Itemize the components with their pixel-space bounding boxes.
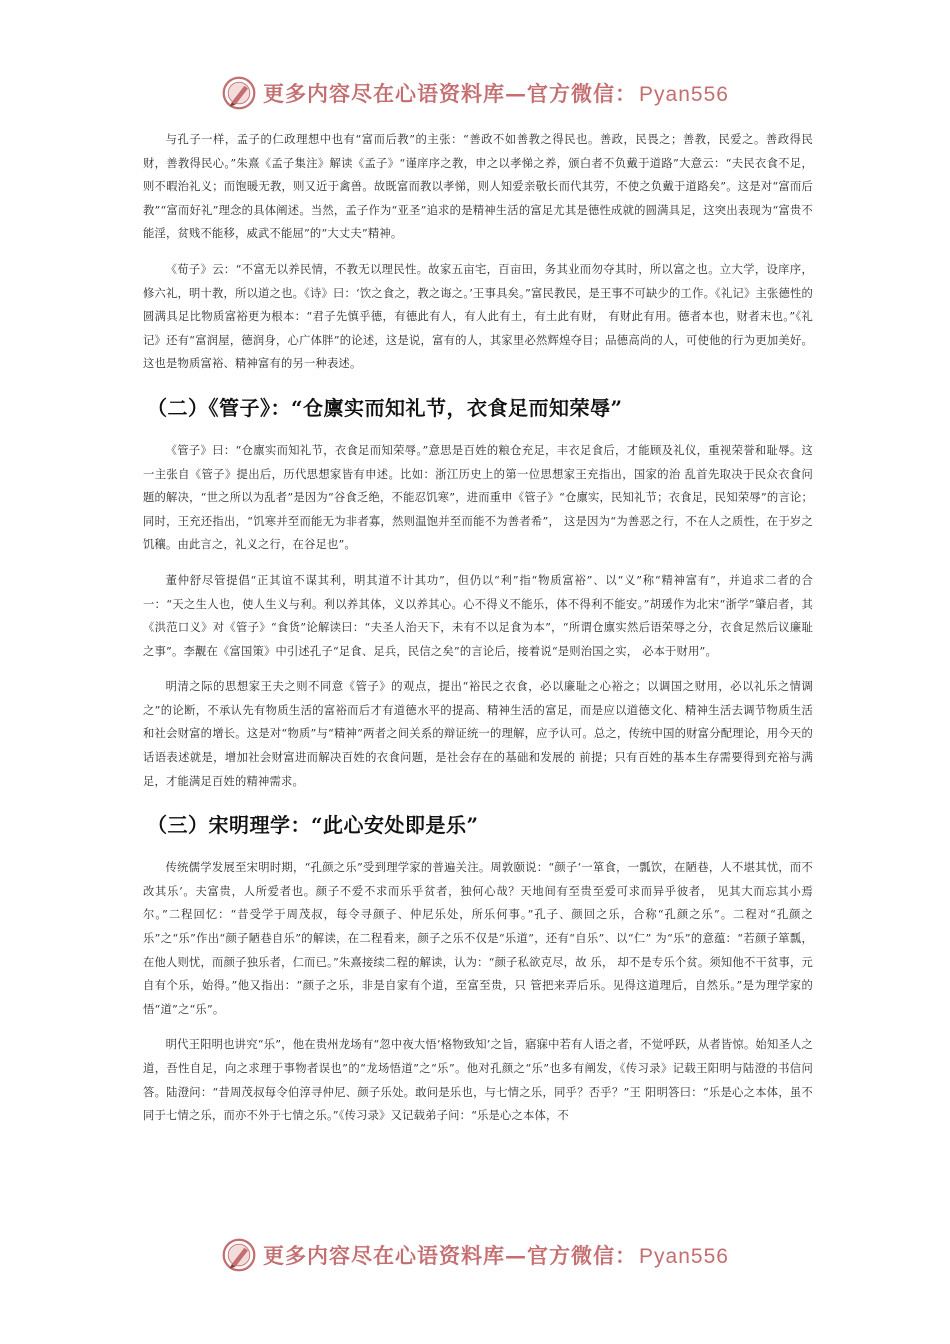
- paragraph: 董仲舒尽管提倡“正其谊不谋其利，明其道不计其功”，但仍以“利”指“物质富裕”、以“义”称“精神富有”，并追求二者的合一：“天之生人也，使人生义与利。利以养其体，义以养其心。心不得义不能乐，体不得利不能安。”胡瑗作为北宋“浙学”肇启者，其《洪范口义》对《管子》“食货”论解读曰：“夫圣人治天下，未有不以足食为本”，“所谓仓廪实然后语荣辱之分，衣食足然后议廉耻之事”。李觏在《富国策》中引述孔子“足食、足兵，民信之矣”的言论后，接着说“是则治国之实， 必本于财用”。: [143, 573, 813, 658]
- section-heading: （三）宋明理学：“此心安处即是乐”: [147, 813, 479, 838]
- banner-text: 更多内容尽在心语资料库—官方微信：Pyan556: [263, 1243, 729, 1268]
- pen-logo-icon: [221, 1237, 257, 1273]
- footer-banner: [0, 1235, 950, 1275]
- header-banner: [0, 73, 950, 113]
- paragraph: 传统儒学发展至宋明时期，“孔颜之乐”受到理学家的普遍关注。周敦颐说：“颜子‘一箪食，一瓢饮，在陋巷，人不堪其忧，而不改其乐’。夫富贵，人所爱者也。颜子不爱不求而乐乎贫者，独何心哉？天地间有至贵至爱可求而异乎彼者， 见其大而忘其小焉尔。”二程回忆：“昔受学于周茂叔，每令寻颜子、仲尼乐处，所乐何事。”孔子、颜回之乐，合称“孔颜之乐”。二程对“孔颜之乐”之“乐”作出“颜子陋巷自乐”的解读，在二程看来，颜子之乐不仅是“乐道”，还有“自乐”、以“仁” 为“乐”的意蕴：“若颜子箪瓢，在他人则忧，而颜子独乐者，仁而已。”朱熹接续二程的解读，认为：“颜子私欲克尽，故 乐， 却不是专乐个贫。须知他不干贫事，元自有个乐，始得。”他又指出：“颜子之乐，非是自家有个道，至富至贵，只 管把来弄后乐。见得这道理后，自然乐。”是为理学家的悟“道”之“乐”。: [143, 861, 813, 1016]
- paragraph: 《荀子》云：“不富无以养民情，不教无以理民性。故家五亩宅，百亩田，务其业而勿夺其时，所以富之也。立大学，设庠序，修六礼，明十教，所以道之也。《诗》曰：‘饮之食之，教之诲之。’王事具矣。”富民教民，是王事不可缺少的工作。《礼记》主张德性的圆满具足比物质富裕更为根本：“君子先慎乎德，有德此有人，有人此有土，有土此有财， 有财此有用。德者本也，财者末也。”《礼记》还有“富润屋，德润身，心广体胖”的论述，这是说，富有的人，其家里必然辉煌夺目；品德高尚的人，可使他的行为更加美好。这也是物质富裕、精神富有的另一种表述。: [143, 262, 813, 371]
- wechat-id: Pyan556: [639, 83, 729, 106]
- section-heading: （二）《管子》：“仓廪实而知礼节，衣食足而知荣辱”: [147, 395, 623, 420]
- paragraph: 明代王阳明也讲究“乐”，他在贵州龙场有“忽中夜大悟‘格物致知’之旨，寤寐中若有人语之者，不觉呼跃，从者皆惊。始知圣人之道，吾性自足，向之求理于事物者误也”的“龙场悟道”之“乐”。他对孔颜之“乐”也多有阐发，《传习录》记载王阳明与陆澄的书信问答。陆澄问：“昔周茂叔每令伯淳寻仲尼、颜子乐处。敢问是乐也，与七情之乐，同乎？否乎？”王 阳明答曰：“乐是心之本体，虽不同于七情之乐，而亦不外于七情之乐。”《传习录》又记载弟子问：“乐是心之本体，不: [143, 1038, 813, 1123]
- banner-text: 更多内容尽在心语资料库—官方微信：Pyan556: [263, 81, 729, 106]
- paragraph: 明清之际的思想家王夫之则不同意《管子》的观点，提出“裕民之衣食，必以廉耻之心裕之；以调国之财用，必以礼乐之情调之”的论断，不承认先有物质生活的富裕而后才有道德水平的提高、精神生活的富足，而是应以道德文化、精神生活去调节物质生活和社会财富的增长。这是对“物质”与“精神”两者之间关系的辩证统一的理解，应予认可。总之，传统中国的财富分配理论，用今天的话语表述就是，增加社会财富进而解决百姓的衣食问题，是社会存在的基础和发展的 前提；只有百姓的基本生存需要得到充裕与满足，才能满足百姓的精神需求。: [143, 680, 813, 788]
- paragraph: 《管子》曰：“仓廪实而知礼节，衣食足而知荣辱。”意思是百姓的粮仓充足，丰衣足食后，才能顾及礼仪，重视荣誉和耻辱。这一主张自《管子》提出后，历代思想家皆有申述。比如：浙江历史上的第一位思想家王充指出，国家的治 乱首先取决于民众衣食问题的解决，“世之所以为乱者”是因为“谷食乏绝，不能忍饥寒”，进而重申《管子》“仓廪实，民知礼节；衣食足，民知荣辱”的言论；同时，王充还指出，“饥寒并至而能无为非者寡，然则温饱并至而能不为善者希”， 这是因为“为善恶之行，不在人之质性，在于岁之饥穰。由此言之，礼义之行，在谷足也”。: [143, 443, 813, 552]
- wechat-id: Pyan556: [639, 1245, 729, 1268]
- paragraph: 与孔子一样，孟子的仁政理想中也有“富而后教”的主张：“善政不如善教之得民也。善政，民畏之；善教，民爱之。善政得民财，善教得民心。”朱熹《孟子集注》解读《孟子》“谨庠序之教，申之以孝悌之养，颁白者不负戴于道路”大意云：“夫民衣食不足，则不暇治礼义；而饱暖无教，则又近于禽兽。故既富而教以孝悌，则人知爱亲敬长而代其劳，不使之负戴于道路矣”。这是对“富而后教”“富而好礼”理念的具体阐述。当然，孟子作为“亚圣”追求的是精神生活的富足尤其是德性成就的圆满具足，这突出表现为“富贵不能淫，贫贱不能移，威武不能屈”的“大丈夫”精神。: [143, 133, 813, 241]
- document-body: [143, 128, 813, 1140]
- pen-logo-icon: [221, 75, 257, 111]
